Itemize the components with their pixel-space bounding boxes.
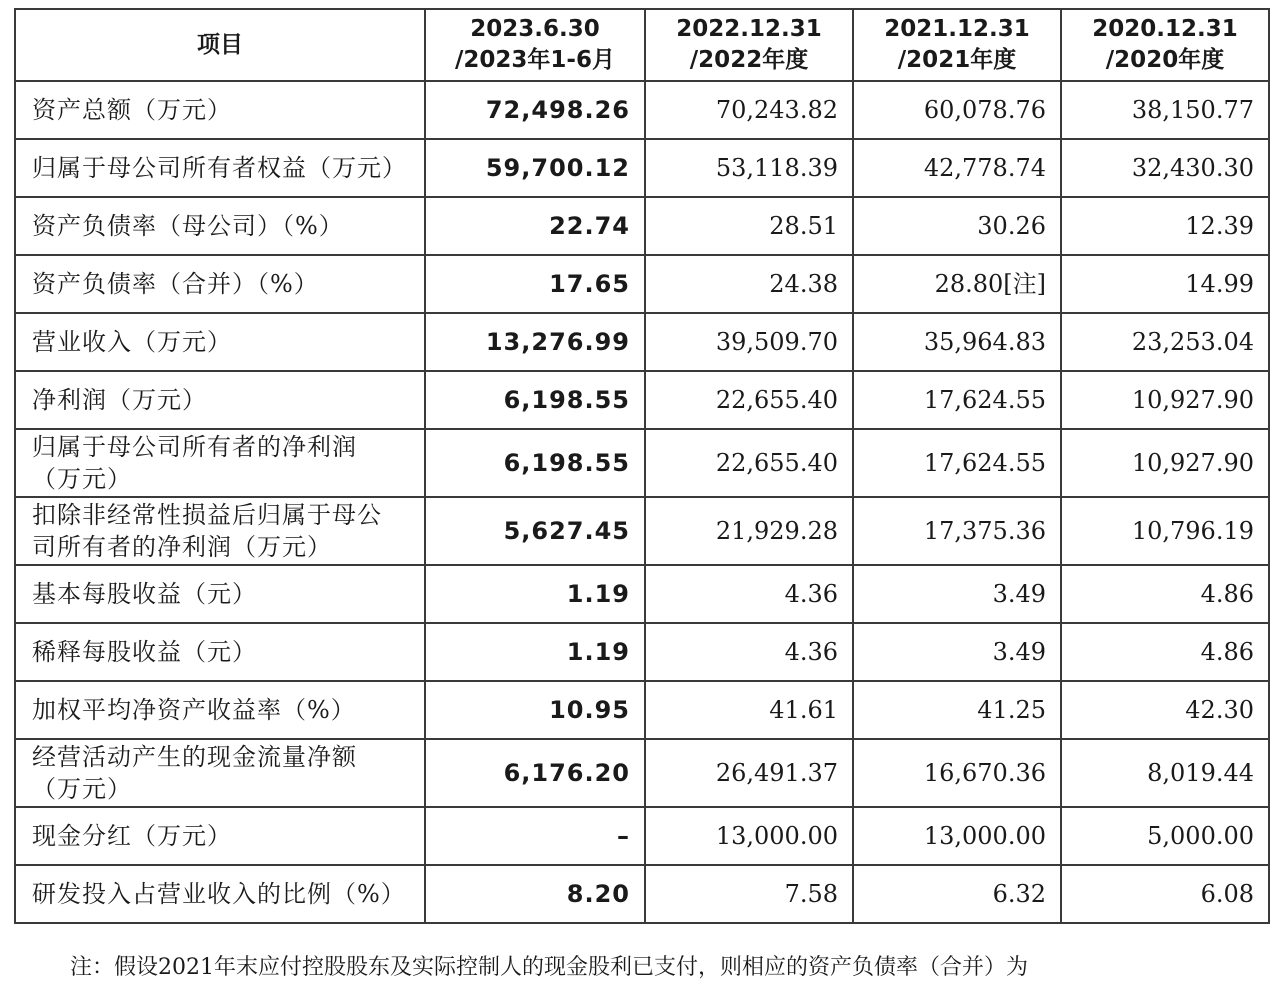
row-label: 研发投入占营业收入的比例（%）	[15, 865, 425, 923]
value-2023h1: 6,176.20	[425, 739, 645, 807]
value-2020: 23,253.04	[1061, 313, 1269, 371]
header-2023h1-period: /2023年1-6月	[455, 47, 615, 73]
row-label: 资产负债率（合并）（%）	[15, 255, 425, 313]
row-label-line1: 扣除非经常性损益后归属于母公	[32, 501, 382, 529]
value-2021: 13,000.00	[853, 807, 1061, 865]
row-label: 基本每股收益（元）	[15, 565, 425, 623]
value-2020: 38,150.77	[1061, 81, 1269, 139]
value-2021: 60,078.76	[853, 81, 1061, 139]
value-2021: 42,778.74	[853, 139, 1061, 197]
table-row	[15, 497, 1269, 565]
value-2020: 4.86	[1061, 565, 1269, 623]
table-row	[15, 371, 1269, 429]
value-2020: 8,019.44	[1061, 739, 1269, 807]
row-label: 归属于母公司所有者权益（万元）	[15, 139, 425, 197]
footnote: 注：假设2021年末应付控股股东及实际控制人的现金股利已支付，则相应的资产负债率（合并）为	[70, 955, 1028, 980]
table-header-row	[15, 9, 1269, 81]
value-2023h1: 1.19	[425, 565, 645, 623]
value-2022: 4.36	[645, 565, 853, 623]
header-2021-period: /2021年度	[897, 47, 1017, 73]
financial-indicators-table	[14, 8, 1270, 924]
value-2023h1: 72,498.26	[425, 81, 645, 139]
value-2023h1: 6,198.55	[425, 429, 645, 497]
value-2023h1: 17.65	[425, 255, 645, 313]
value-2022: 53,118.39	[645, 139, 853, 197]
value-2023h1: –	[425, 807, 645, 865]
value-2021: 17,624.55	[853, 371, 1061, 429]
row-label: 现金分红（万元）	[15, 807, 425, 865]
value-2021: 16,670.36	[853, 739, 1061, 807]
value-2023h1: 1.19	[425, 623, 645, 681]
value-2023h1: 13,276.99	[425, 313, 645, 371]
row-label-line1: 经营活动产生的现金流量净额	[32, 743, 357, 771]
table-row	[15, 565, 1269, 623]
value-2021: 41.25	[853, 681, 1061, 739]
table-row	[15, 739, 1269, 807]
value-2022: 26,491.37	[645, 739, 853, 807]
value-2020: 12.39	[1061, 197, 1269, 255]
value-2022: 39,509.70	[645, 313, 853, 371]
table-row	[15, 429, 1269, 497]
table-row	[15, 807, 1269, 865]
row-label: 资产负债率（母公司）（%）	[15, 197, 425, 255]
header-2022-period: /2022年度	[689, 47, 809, 73]
row-label: 营业收入（万元）	[15, 313, 425, 371]
value-2021: 28.80[注]	[853, 255, 1061, 313]
header-2022-date: 2022.12.31	[676, 16, 822, 42]
header-item: 项目	[15, 9, 425, 81]
value-2023h1: 5,627.45	[425, 497, 645, 565]
row-label: 加权平均净资产收益率（%）	[15, 681, 425, 739]
header-2023h1	[425, 9, 645, 81]
header-2022	[645, 9, 853, 81]
value-2020: 32,430.30	[1061, 139, 1269, 197]
row-label: 资产总额（万元）	[15, 81, 425, 139]
value-2021: 3.49	[853, 623, 1061, 681]
value-2020: 5,000.00	[1061, 807, 1269, 865]
value-2020: 10,796.19	[1061, 497, 1269, 565]
header-2020-date: 2020.12.31	[1092, 16, 1238, 42]
row-label	[15, 429, 425, 497]
header-2021	[853, 9, 1061, 81]
value-2020: 14.99	[1061, 255, 1269, 313]
row-label-line2: （万元）	[32, 775, 132, 803]
value-2022: 7.58	[645, 865, 853, 923]
value-2023h1: 8.20	[425, 865, 645, 923]
value-2022: 28.51	[645, 197, 853, 255]
table-row	[15, 197, 1269, 255]
row-label: 净利润（万元）	[15, 371, 425, 429]
value-2020: 4.86	[1061, 623, 1269, 681]
row-label-line2: （万元）	[32, 465, 132, 493]
value-2021: 35,964.83	[853, 313, 1061, 371]
row-label-line2: 司所有者的净利润（万元）	[32, 533, 332, 561]
value-2022: 13,000.00	[645, 807, 853, 865]
value-2021: 17,624.55	[853, 429, 1061, 497]
value-2020: 10,927.90	[1061, 429, 1269, 497]
row-label	[15, 497, 425, 565]
value-2023h1: 22.74	[425, 197, 645, 255]
row-label-line1: 归属于母公司所有者的净利润	[32, 433, 357, 461]
row-label	[15, 739, 425, 807]
table-row	[15, 623, 1269, 681]
table-row	[15, 681, 1269, 739]
value-2022: 24.38	[645, 255, 853, 313]
value-2021: 3.49	[853, 565, 1061, 623]
financial-table-container	[14, 8, 1268, 924]
value-2021: 6.32	[853, 865, 1061, 923]
table-row	[15, 81, 1269, 139]
value-2022: 22,655.40	[645, 371, 853, 429]
value-2022: 4.36	[645, 623, 853, 681]
value-2023h1: 59,700.12	[425, 139, 645, 197]
header-2023h1-date: 2023.6.30	[470, 16, 600, 42]
value-2022: 21,929.28	[645, 497, 853, 565]
value-2021: 17,375.36	[853, 497, 1061, 565]
table-row	[15, 139, 1269, 197]
header-2021-date: 2021.12.31	[884, 16, 1030, 42]
header-2020	[1061, 9, 1269, 81]
table-row	[15, 865, 1269, 923]
value-2022: 41.61	[645, 681, 853, 739]
table-row	[15, 255, 1269, 313]
value-2020: 42.30	[1061, 681, 1269, 739]
table-row	[15, 313, 1269, 371]
value-2020: 10,927.90	[1061, 371, 1269, 429]
value-2021: 30.26	[853, 197, 1061, 255]
row-label: 稀释每股收益（元）	[15, 623, 425, 681]
value-2022: 22,655.40	[645, 429, 853, 497]
value-2022: 70,243.82	[645, 81, 853, 139]
header-2020-period: /2020年度	[1105, 47, 1225, 73]
value-2020: 6.08	[1061, 865, 1269, 923]
value-2023h1: 10.95	[425, 681, 645, 739]
value-2023h1: 6,198.55	[425, 371, 645, 429]
